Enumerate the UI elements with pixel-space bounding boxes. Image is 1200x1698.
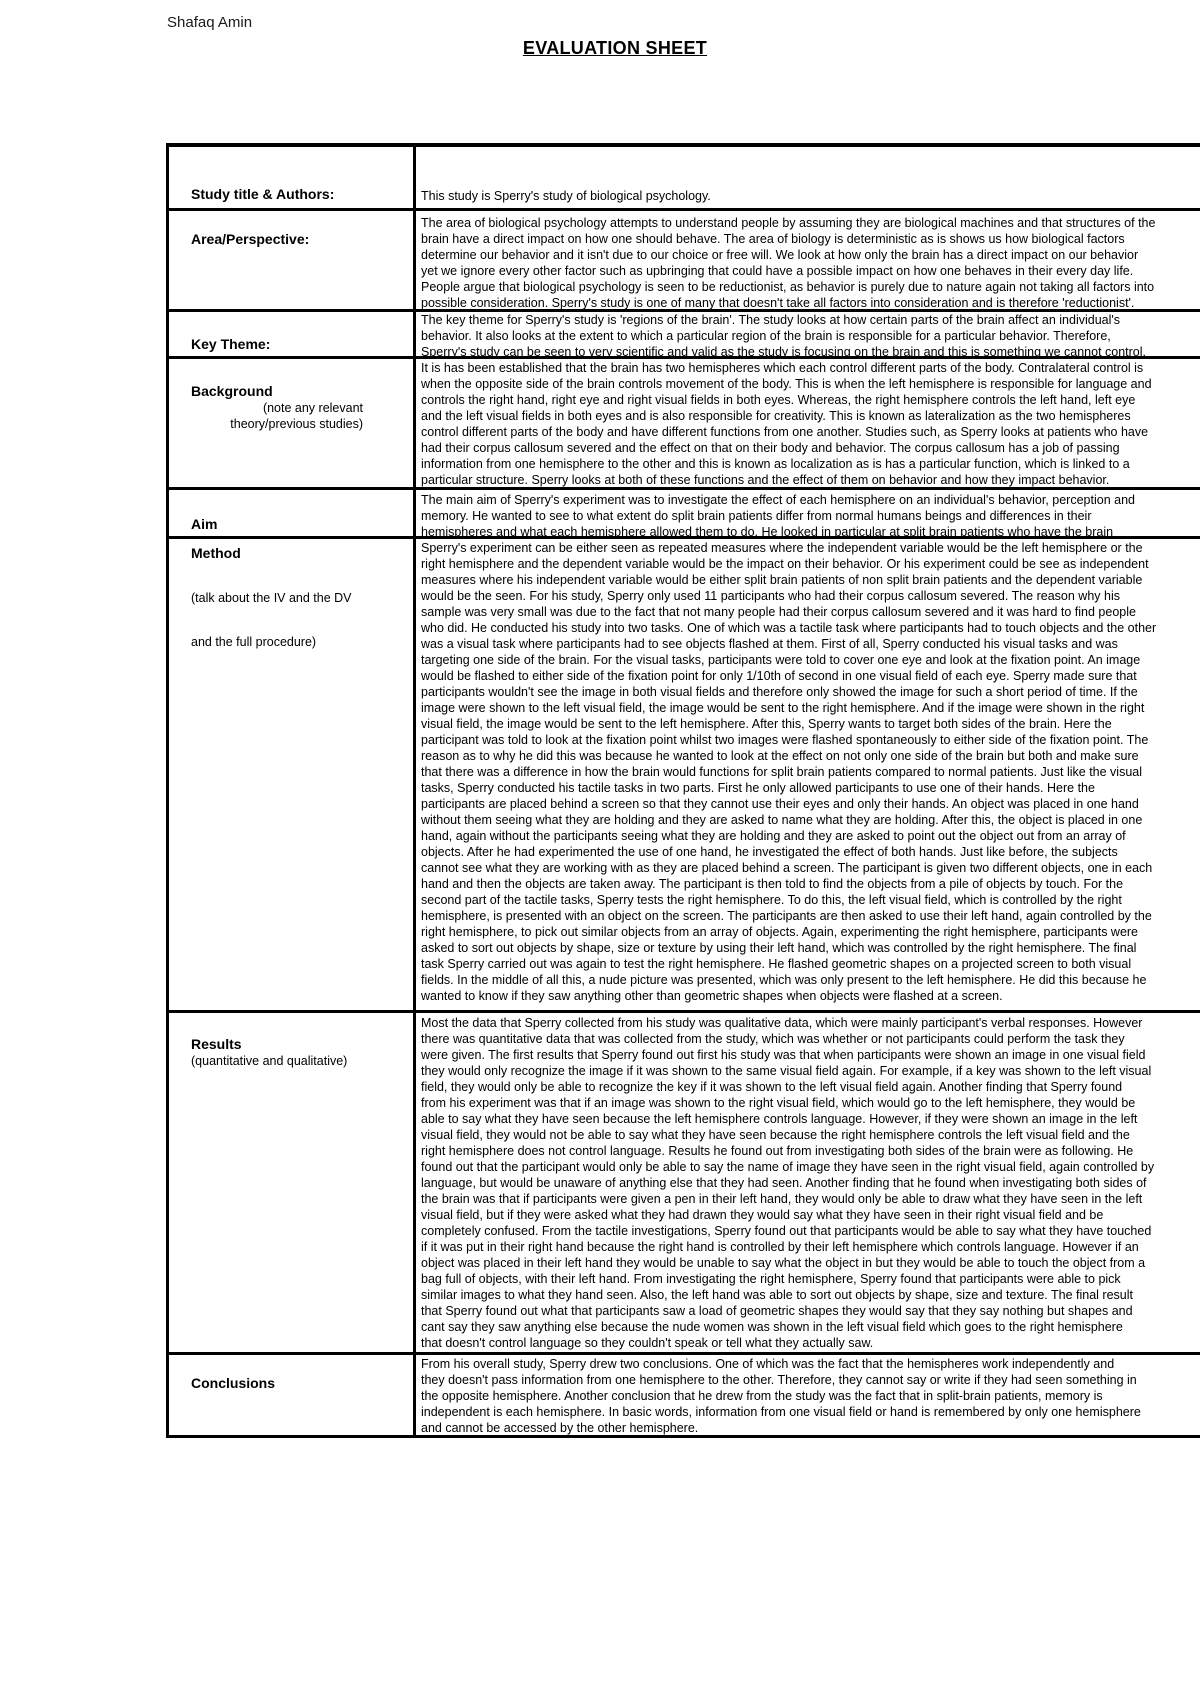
content-method xyxy=(416,539,1200,1010)
text-line: targeting one side of the brain. For the visual tasks, participants were told to cover one eye and look at the fixation point. An image xyxy=(421,653,1141,667)
text-line: able to say what they have seen because the left hemisphere controls language. However, if they were shown an image in the left xyxy=(421,1112,1138,1126)
text-line: would be flashed to either side of the fixation point for only 1/10th of second in one visual field of each eye. Sperry made sure that xyxy=(421,669,1137,683)
text-line: found out that the participant would only be able to say the name of image they have seen in the right visual field, again controlled by xyxy=(421,1160,1155,1174)
content-area xyxy=(416,211,1200,311)
text-line: memory. He wanted to see to what extent do split brain patients differ from normal humans beings and differences in their xyxy=(421,509,1092,523)
label-subtext: (quantitative and qualitative) xyxy=(191,1054,348,1068)
text-line: image were shown to the left visual field, the image would be sent to the right hemisphere. And if the image were shown in the right xyxy=(421,701,1145,715)
text-line: information from one hemisphere to the other and this is known as localization as is has a particular function, which is linked to a xyxy=(421,457,1130,471)
label-text: Background xyxy=(191,383,273,399)
text-line: visual field, they would not be able to say what they have seen because the right hemisphere controls the left visual field and the xyxy=(421,1128,1130,1142)
text-line: had their corpus callosum severed and the effect on that on their body and behavior. The corpus callosum has a job of passing xyxy=(421,441,1120,455)
text-line: task Sperry carried out was again to test the right hemisphere. He flashed geometric shapes on a projected screen to both visual xyxy=(421,957,1132,971)
text-line: object was placed in their left hand they would be unable to say what the object in but they would be able to touch the object from a xyxy=(421,1256,1146,1270)
label-conclusions xyxy=(169,1355,416,1436)
text-line: second part of the tactile tasks, Sperry tests the right hemisphere. To do this, the left visual field, which is controlled by the right xyxy=(421,893,1122,907)
label-subtext: theory/previous studies) xyxy=(230,417,363,431)
row-aim xyxy=(169,490,1200,539)
text-line: sample was very small was due to the fact that not many people had their corpus callosum severed and it was hard to find people xyxy=(421,605,1136,619)
text-line: when the opposite side of the brain controls movement of the body. This is when the left hemisphere is responsible for language and xyxy=(421,377,1152,391)
text-line: that Sperry found out what that participants saw a load of geometric shapes they would say that they say nothing but shapes and xyxy=(421,1304,1133,1318)
label-results xyxy=(169,1013,416,1352)
label-text: Study title & Authors: xyxy=(191,186,335,202)
row-conclusions xyxy=(169,1355,1200,1435)
text-line: Most the data that Sperry collected from his study was qualitative data, which were mainly participant's verbal responses. However xyxy=(421,1016,1143,1030)
text-line: bag full of objects, with their left hand. From investigating the right hemisphere, Sperry found that participants were able to pick xyxy=(421,1272,1121,1286)
row-background xyxy=(169,359,1200,490)
content-results xyxy=(416,1013,1200,1352)
content-conclusions xyxy=(416,1355,1200,1436)
text-line: if it was put in their right hand because the right hand is controlled by their left hemisphere which controls language. However if an xyxy=(421,1240,1139,1254)
row-study-title xyxy=(169,147,1200,211)
text-line: The key theme for Sperry's study is 'regions of the brain'. The study looks at how certain parts of the brain affect an individual's xyxy=(421,313,1121,327)
text-line: From his overall study, Sperry drew two conclusions. One of which was the fact that the hemispheres work independently and xyxy=(421,1357,1115,1371)
text-line: brain have a direct impact on how one should behave. The area of biology is deterministic as is shows us how biological factors xyxy=(421,232,1125,246)
text-line: right hemisphere, to pick out similar objects from an array of objects. Again, experimenting the right hemisphere, participants were xyxy=(421,925,1139,939)
text-line: and cannot be accessed by the other hemisphere. xyxy=(421,1421,699,1435)
text-line: measures where his independent variable would be either split brain patients of non split brain patients and the dependent variable xyxy=(421,573,1143,587)
label-subtext: and the full procedure) xyxy=(191,635,317,649)
text-line: visual field, the image would be sent to the left hemisphere. After this, Sperry wants to target both sides of the brain. Here the xyxy=(421,717,1112,731)
text-line: objects. After he had experimented the use of one hand, he investigated the effect of both hands. Just like before, the subjects xyxy=(421,845,1118,859)
text-line: The area of biological psychology attempts to understand people by assuming they are biological machines and that structures of the xyxy=(421,216,1156,230)
text-line: hemispheres and what each hemisphere allowed them to do. He looked in particular at split brain patients who have the brain xyxy=(421,525,1114,539)
text-line: they would only recognize the image if it was shown to the same visual field again. For example, if a key was shown to the left visual xyxy=(421,1064,1152,1078)
text-line: controls the right hand, right eye and right visual fields in both eyes. Whereas, the right hemisphere controls the left hand, left eye xyxy=(421,393,1136,407)
text-line: they doesn't pass information from one hemisphere to the other. Therefore, they cannot say or write if they had seen something in xyxy=(421,1373,1137,1387)
text-line: right hemisphere and the dependent variable would be the impact on their behavior. Or his experiment could be see as independent xyxy=(421,557,1149,571)
text-line: there was quantitative data that was collected from the study, which was whether or not participants could perform the task they xyxy=(421,1032,1125,1046)
text-line: cant say they saw anything else because the nude women was shown in the left visual field which goes to the right hemisphere xyxy=(421,1320,1123,1334)
text-line: right hemisphere does not control language. Results he found out from investigating both sides of the brain were as following. He xyxy=(421,1144,1134,1158)
text-line: field, they would only be able to recognize the key if it was shown to the left visual field again. Another finding that Sperry found xyxy=(421,1080,1123,1094)
label-background xyxy=(169,359,416,488)
text-line: were given. The first results that Sperry found out first his study was that when participants were shown an image in one visual field xyxy=(421,1048,1146,1062)
label-area xyxy=(169,211,416,311)
page-title: EVALUATION SHEET xyxy=(522,38,708,58)
text-line: asked to sort out objects by shape, size or texture by using their left hand, which was controlled by the right hemisphere. The final xyxy=(421,941,1137,955)
label-method xyxy=(169,539,416,1010)
text-line: from his experiment was that if an image was shown to the right visual field, which would go to the left hemisphere, they would be xyxy=(421,1096,1136,1110)
row-method xyxy=(169,539,1200,1013)
label-study-title xyxy=(169,147,416,208)
label-subtext: (talk about the IV and the DV xyxy=(191,591,352,605)
text-line: independent is each hemisphere. In basic words, information from one visual field or hand is remembered by only one hemisphere xyxy=(421,1405,1141,1419)
text-line: would be the seen. For his study, Sperry only used 11 participants who had their corpus callosum severed. The reason why his xyxy=(421,589,1120,603)
text-line: that doesn't control language so they couldn't speak or tell what they actually saw. xyxy=(421,1336,874,1350)
text-line: cannot see what they are working with as they are placed behind a screen. The participant is given two different objects, one in each xyxy=(421,861,1153,875)
content-study-title xyxy=(416,147,1200,208)
text-line: Sperry's experiment can be either seen as repeated measures where the independent variable would be the left hemisphere or the xyxy=(421,541,1143,555)
label-text: Results xyxy=(191,1036,242,1052)
text-line: particular structure. Sperry looks at both of these functions and the effect of them on behavior and how they impact behavior. xyxy=(421,473,1110,487)
text-line: the brain was that if participants were given a pen in their left hand, they would only be able to draw what they have seen in the left xyxy=(421,1192,1143,1206)
text-line: It is has been established that the brain has two hemispheres which each control different parts of the body. Contralateral control is xyxy=(421,361,1144,375)
text-line: participants wouldn't see the image in both visual fields and therefore only showed the image for such a short period of time. If the xyxy=(421,685,1138,699)
text-line: Sperry's study can be seen to very scientific and valid as the study is focusing on the brain and this is something we cannot control. xyxy=(421,345,1146,359)
text-line: hand, again without the participants seeing what they are holding and they are asked to point out the object out from an array of xyxy=(421,829,1126,843)
text-line: determine our behavior and it isn't due to our choice or free will. We look at how only the brain has a direct impact on our behavior xyxy=(421,248,1139,262)
content-key-theme xyxy=(416,312,1200,360)
text-line: control different parts of the body and have different functions from one another. Studies such, as Sperry looks at patients who have xyxy=(421,425,1149,439)
row-area xyxy=(169,211,1200,312)
label-text: Area/Perspective: xyxy=(191,231,310,247)
text-line: tasks, Sperry conducted his tactile tasks in two parts. First he only allowed participants to use one of their hands. Here the xyxy=(421,781,1095,795)
text-line: participant was told to look at the fixation point whilst two images were flashed spontaneously to either side of the fixation point. The xyxy=(421,733,1149,747)
label-text: Key Theme: xyxy=(191,336,271,352)
text-line: that there was a difference in how the brain would functions for split brain patients compared to normal patients. Just like the visual xyxy=(421,765,1142,779)
text-line: wanted to know if they saw anything other than geometric shapes when objects were flashed at a screen. xyxy=(421,989,1003,1003)
label-aim xyxy=(169,490,416,540)
text-line: who did. He conducted his study into two tasks. One of which was a tactile task where participants had to touch objects and the other xyxy=(421,621,1157,635)
text-line: reason as to why he did this was because he wanted to look at the effect on not only one side of the brain but both and make sure xyxy=(421,749,1139,763)
author-name: Shafaq Amin xyxy=(167,14,253,31)
content-background xyxy=(416,359,1200,488)
text-line: hand and then the objects are taken away. The participant is then told to find the objects from a pile of objects by touch. For the xyxy=(421,877,1124,891)
row-key-theme xyxy=(169,312,1200,359)
text-line: The main aim of Sperry's experiment was to investigate the effect of each hemisphere on an individual's behavior, perception and xyxy=(421,493,1135,507)
text-line: without them seeing what they are holding and they are asked to name what they are holding. After this, the object is placed in one xyxy=(421,813,1143,827)
text-line: possible consideration. Sperry's study is one of many that doesn't take all factors into consideration and is therefore 'reductionist'. xyxy=(421,296,1135,310)
text-line: behavior. It also looks at the extent to which a particular region of the brain is responsible for a particular behavior. Therefore, xyxy=(421,329,1111,343)
text-line: language, but would be unaware of anything else that they had seen. Another finding that he found when investigating both sides of xyxy=(421,1176,1147,1190)
text-line: hemisphere, is presented with an object on the screen. The participants are then asked to use their left hand, again controlled by the xyxy=(421,909,1152,923)
text-line: yet we ignore every other factor such as upbringing that could have a possible impact on how one behaves in their every day life. xyxy=(421,264,1134,278)
title-wrap xyxy=(0,38,1200,59)
label-subtext: (note any relevant xyxy=(262,401,363,415)
text-line: and the left visual fields in both eyes and is also responsible for creativity. This is known as lateralization as the two hemispheres xyxy=(421,409,1131,423)
text-line: participants are placed behind a screen so that they cannot use their eyes and only their hands. An object was placed in one hand xyxy=(421,797,1139,811)
evaluation-table xyxy=(166,143,1200,1438)
label-text: Method xyxy=(191,545,241,561)
row-results xyxy=(169,1013,1200,1355)
text-line: the opposite hemisphere. Another conclusion that he drew from the study was the fact that in split-brain patients, memory is xyxy=(421,1389,1103,1403)
label-text: Aim xyxy=(191,516,218,532)
content-aim xyxy=(416,490,1200,540)
text-line: fields. In the middle of all this, a nude picture was presented, which was only present to the left hemisphere. He did this because he xyxy=(421,973,1147,987)
text-line: similar images to what they hand seen. Also, the left hand was able to sort out objects by shape, size and texture. The final result xyxy=(421,1288,1133,1302)
text-line: completely confused. From the tactile investigations, Sperry found out that participants would be able to say what they have touched xyxy=(421,1224,1152,1238)
text-line: People argue that biological psychology is seen to be reductionist, as behavior is purely due to nature again not taking all factors into xyxy=(421,280,1155,294)
text-line: was a visual task where participants had to see objects flashed at them. First of all, Sperry conducted his visual tasks and was xyxy=(421,637,1118,651)
text-line: This study is Sperry's study of biological psychology. xyxy=(421,189,711,203)
text-line: visual field, but if they were asked what they had drawn they would say what they have seen in their right visual field and be xyxy=(421,1208,1104,1222)
label-key-theme xyxy=(169,312,416,360)
label-text: Conclusions xyxy=(191,1375,276,1391)
